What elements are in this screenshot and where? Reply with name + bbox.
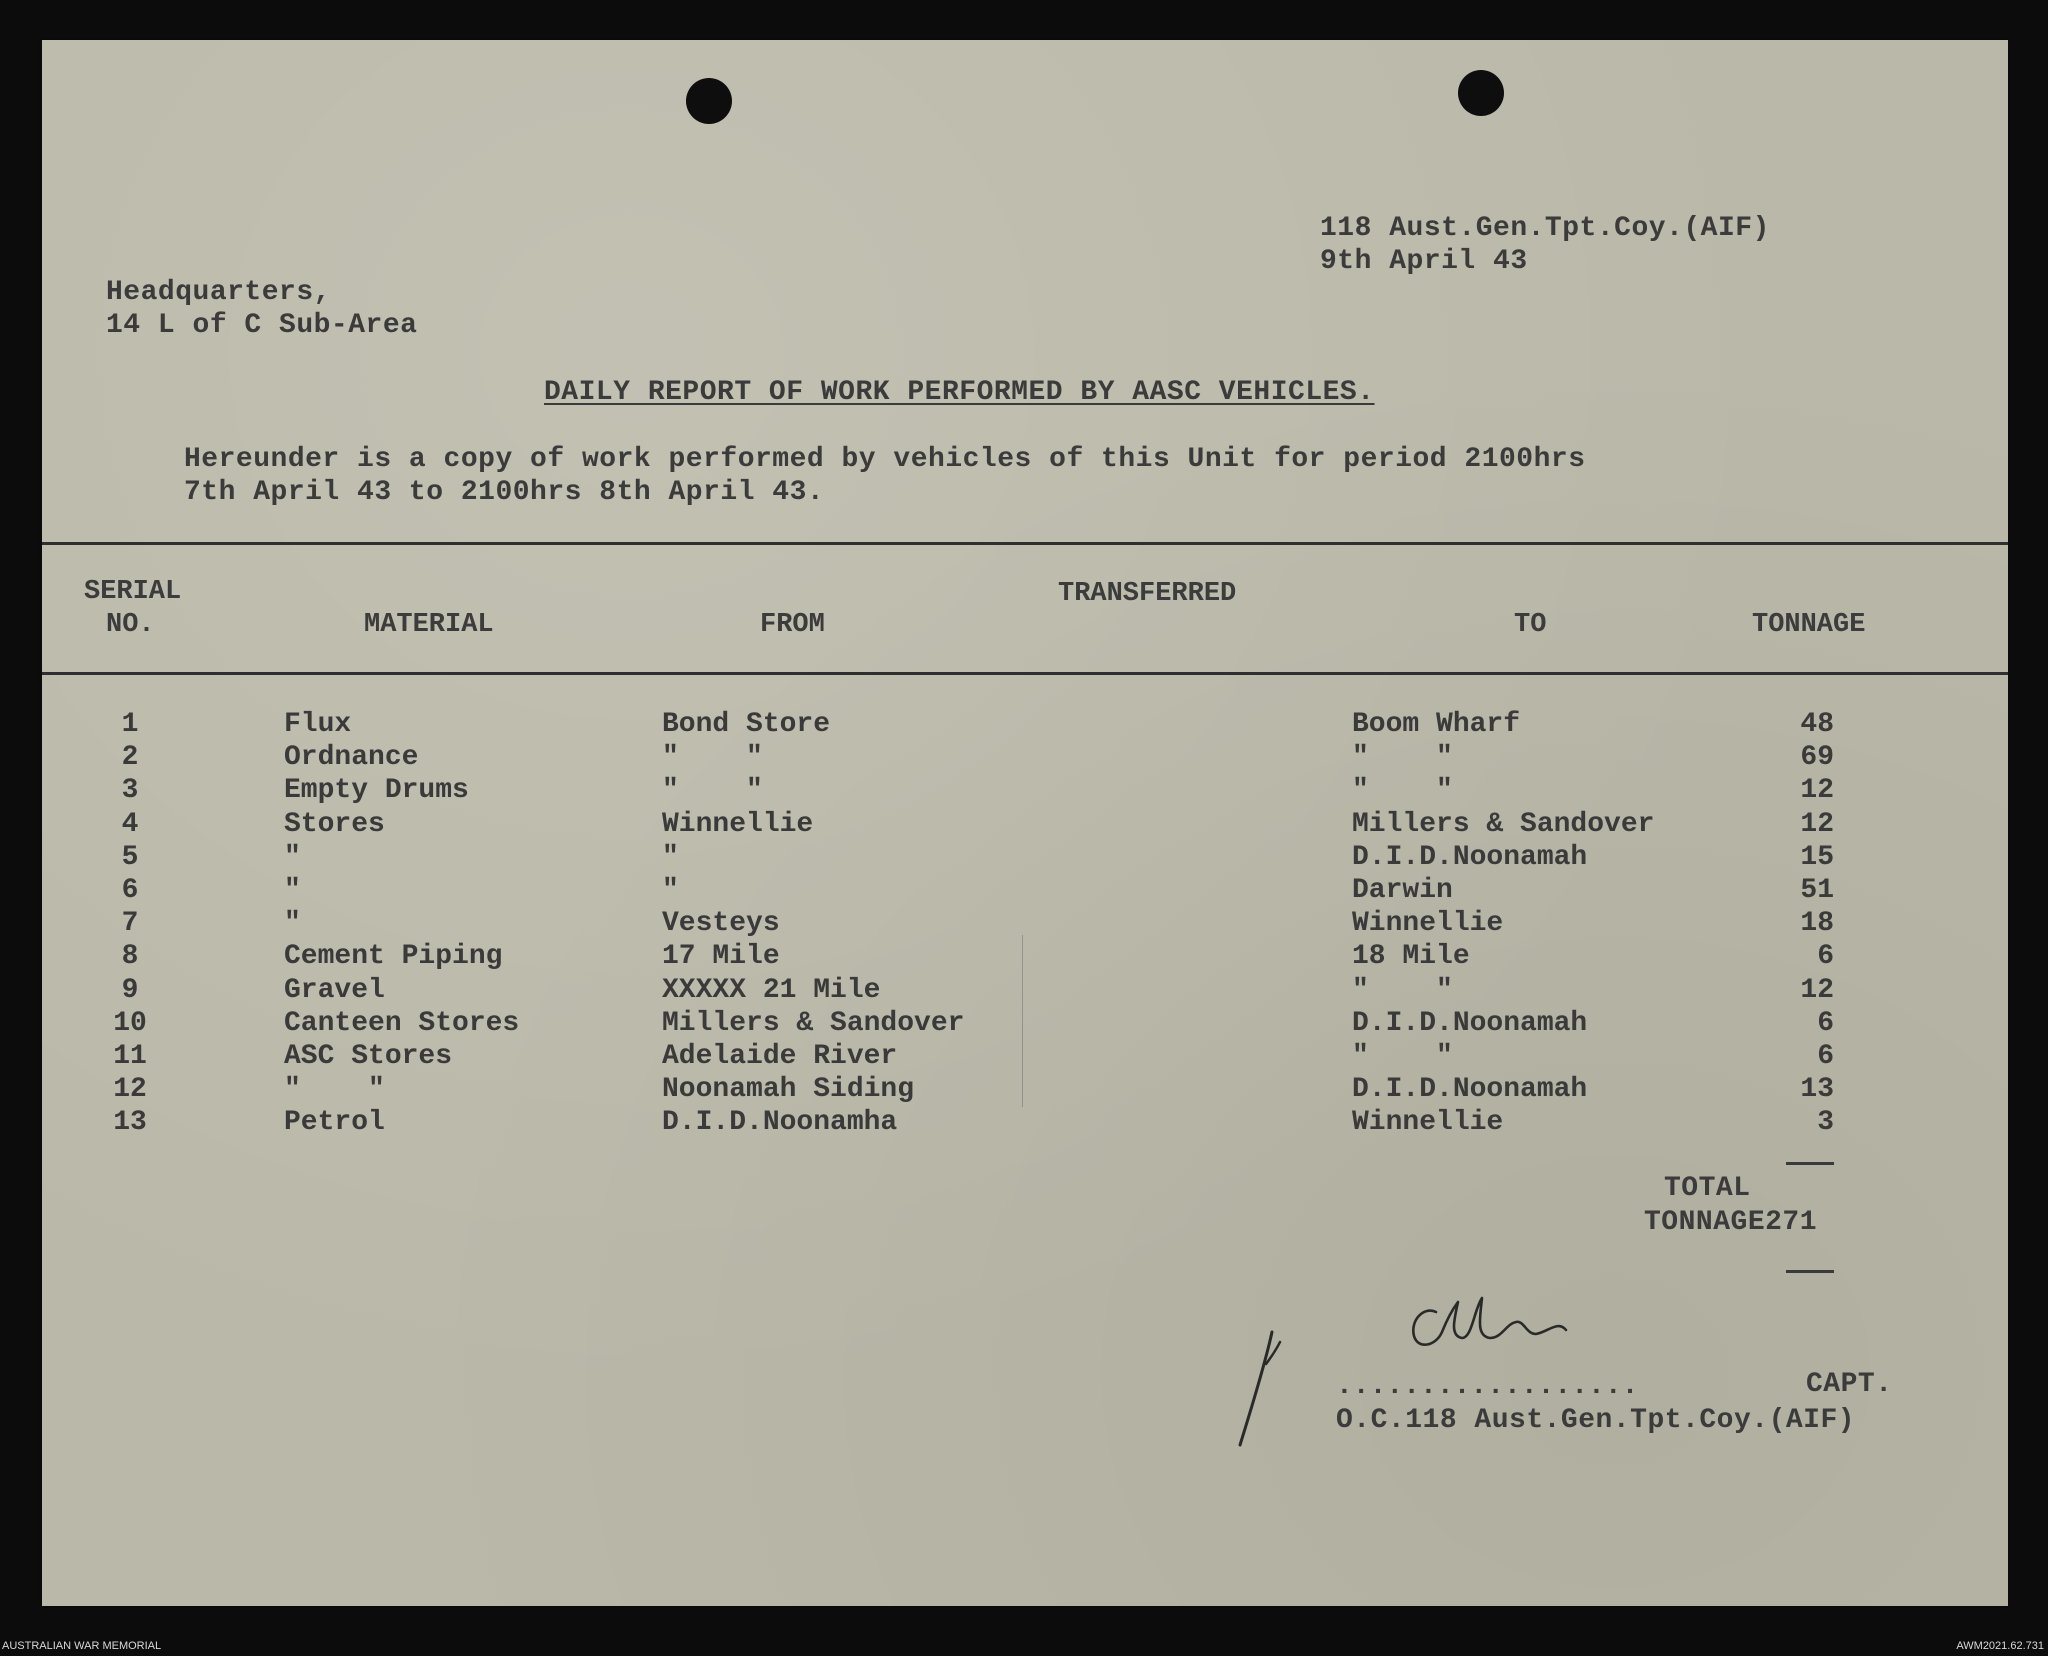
cell-tonnage: 69 [1800,742,1834,774]
intro-line-1: Hereunder is a copy of work performed by vehicles of this Unit for period 2100hrs [184,444,1586,475]
table-row [42,708,2008,741]
total-tonnage-value: 271 [1765,1207,1818,1238]
cell-serial: 1 [121,709,139,740]
cell-material: Flux [284,709,352,740]
cell-material: Canteen Stores [284,1007,520,1039]
cell-serial: 6 [121,874,139,906]
addressee-line-1: Headquarters, [106,277,331,308]
total-tonnage [1644,1206,1817,1239]
table-row [42,841,2008,874]
table-row [42,1073,2008,1106]
header-to: TO [1514,610,1547,640]
cell-from: Vesteys [662,908,780,940]
cell-from: 17 Mile [662,941,780,973]
table-row [42,1040,2008,1073]
cell-to: " " [1352,1040,1453,1072]
cell-tonnage: 18 [1800,908,1834,940]
total-rule-bottom [1786,1270,1834,1273]
faint-column-line [1022,935,1023,1107]
cell-material: Ordnance [284,742,419,774]
cell-serial: 7 [121,908,139,940]
cell-tonnage: 12 [1800,808,1834,840]
signatory-rank: CAPT. [1806,1369,1893,1400]
cell-material: ASC Stores [284,1040,453,1072]
cell-to: D.I.D.Noonamah [1352,841,1588,873]
cell-tonnage: 6 [1817,1040,1834,1072]
total-rule-top [1786,1162,1834,1165]
cell-material: " [284,874,301,906]
total-label: TOTAL [1664,1173,1751,1204]
cell-from: Millers & Sandover [662,1007,965,1039]
cell-serial: 3 [121,775,139,807]
signatory-title: O.C.118 Aust.Gen.Tpt.Coy.(AIF) [1336,1405,1856,1436]
cell-from: D.I.D.Noonamha [662,1107,898,1139]
cell-serial: 9 [121,974,139,1006]
cell-material: Petrol [284,1107,385,1139]
table-row [42,940,2008,973]
cell-serial: 5 [121,841,139,873]
cell-to: Winnellie [1352,1107,1504,1139]
cell-to: 18 Mile [1352,941,1470,973]
cell-from: Adelaide River [662,1040,898,1072]
cell-material: Gravel [284,974,385,1006]
table-row [42,1106,2008,1139]
letter-date: 9th April 43 [1320,246,1528,277]
cell-from: Bond Store [662,709,831,740]
cell-from: XXXXX 21 Mile [662,974,881,1006]
cell-material: " " [284,1074,385,1106]
table-row [42,808,2008,841]
table-row [42,874,2008,907]
cell-material: Stores [284,808,385,840]
table-row [42,1007,2008,1040]
intro-line-2: 7th April 43 to 2100hrs 8th April 43. [184,477,825,508]
signature-dotted-line: .................. [1336,1371,1639,1402]
total-tonnage-label: TONNAGE [1644,1207,1766,1238]
cell-from: Winnellie [662,808,814,840]
cell-tonnage: 12 [1800,775,1834,807]
cell-to: " " [1352,742,1453,774]
cell-to: Winnellie [1352,908,1504,940]
cell-serial: 12 [113,1074,147,1106]
cell-from: " " [662,775,763,807]
cell-tonnage: 6 [1817,1007,1834,1039]
punch-hole-right [1458,70,1504,116]
cell-tonnage: 48 [1800,709,1834,740]
document-page [42,40,2008,1606]
cell-from: " " [662,742,763,774]
cell-to: D.I.D.Noonamah [1352,1074,1588,1106]
table-body [42,708,2008,1139]
cell-to: D.I.D.Noonamah [1352,1007,1588,1039]
addressee-line-2: 14 L of C Sub-Area [106,310,418,341]
punch-hole-left [686,78,732,124]
cell-tonnage: 3 [1817,1107,1834,1139]
header-serial: SERIAL [84,577,182,607]
cell-to: Millers & Sandover [1352,808,1655,840]
cell-to: " " [1352,974,1453,1006]
cell-tonnage: 12 [1800,974,1834,1006]
cell-from: " [662,841,679,873]
table-row [42,974,2008,1007]
table-row [42,741,2008,774]
cell-serial: 11 [113,1040,147,1072]
cell-serial: 13 [113,1107,147,1139]
report-title: DAILY REPORT OF WORK PERFORMED BY AASC VEHICLES. [544,377,1375,408]
cell-serial: 8 [121,941,139,973]
header-material: MATERIAL [364,610,494,640]
cell-material: Empty Drums [284,775,469,807]
cell-material: Cement Piping [284,941,503,973]
table-header-rule [42,672,2008,675]
cell-to: " " [1352,775,1453,807]
cell-material: " [284,908,301,940]
cell-serial: 2 [121,742,139,774]
header-from: FROM [760,610,825,640]
table-row [42,907,2008,940]
cell-serial: 4 [121,808,139,840]
cell-serial: 10 [113,1007,147,1039]
cell-tonnage: 51 [1800,874,1834,906]
unit-name: 118 Aust.Gen.Tpt.Coy.(AIF) [1320,213,1770,244]
cell-from: Noonamah Siding [662,1074,915,1106]
cell-to: Boom Wharf [1352,709,1521,740]
table-row [42,774,2008,807]
header-tonnage: TONNAGE [1752,610,1866,640]
cell-to: Darwin [1352,874,1453,906]
cell-tonnage: 6 [1817,941,1834,973]
cell-from: " [662,874,679,906]
cell-tonnage: 15 [1800,841,1834,873]
header-transferred: TRANSFERRED [1058,579,1237,609]
archive-credit: AUSTRALIAN WAR MEMORIAL [2,1640,162,1652]
archive-reference: AWM2021.62.731 [1956,1640,2044,1652]
cell-tonnage: 13 [1800,1074,1834,1106]
table-top-rule [42,542,2008,545]
cell-material: " [284,841,301,873]
header-no: NO. [106,610,155,640]
